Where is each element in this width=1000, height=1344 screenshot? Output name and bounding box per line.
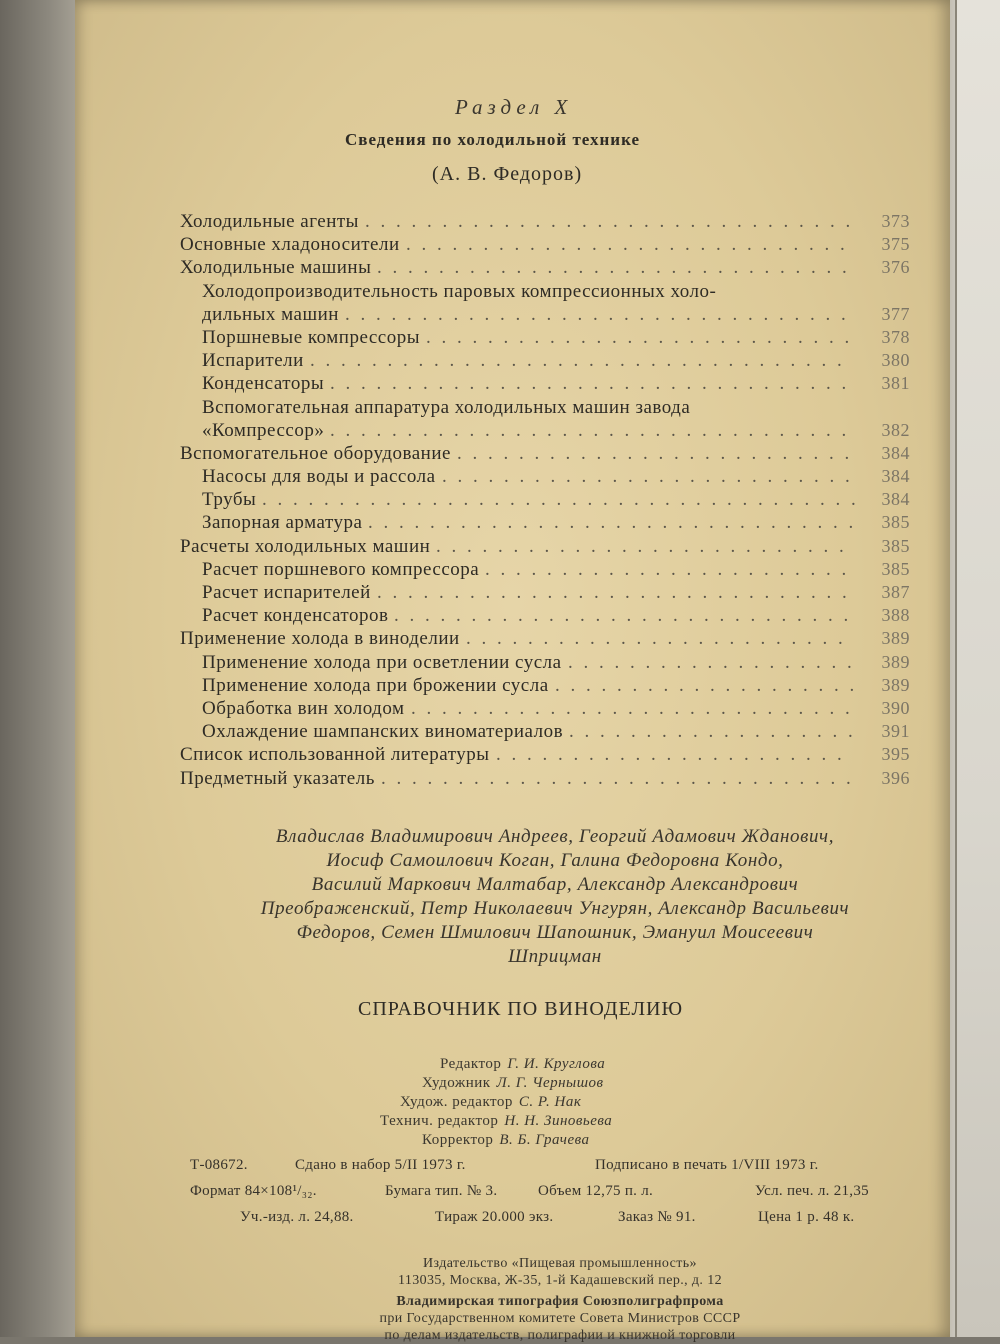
toc-leader-dots: . . . . . . . . . . . . . . . . . . . . . . . . . . . . . . <box>394 605 852 627</box>
toc-leader-dots: . . . . . . . . . . . . . . . . . . . . . . . . . . . . . . . . . <box>345 303 849 325</box>
toc-entry-page: 384 <box>881 489 910 510</box>
toc-entry-title: Испарители <box>202 350 304 372</box>
printer-name: Владимирская типография Союзполиграфпрома <box>396 1294 724 1309</box>
toc-entry <box>180 697 930 720</box>
toc-entry-title: Трубы <box>202 489 257 511</box>
toc-entry <box>180 627 930 650</box>
toc-entry-title: Предметный указатель <box>180 767 375 789</box>
imprint-code: Т-08672. <box>190 1157 248 1173</box>
toc-entry-title: Охлаждение шампанских виноматериалов <box>202 721 564 743</box>
toc-leader-dots: . . . . . . . . . . . . . . . . . . . . . . . . . <box>466 628 846 650</box>
toc-leader-dots: . . . . . . . . . . . . . . . . . . . . . . . . . . . . . . . . . . <box>330 419 850 441</box>
book-title: СПРАВОЧНИК ПО ВИНОДЕЛИЮ <box>358 998 684 1020</box>
toc-entry <box>180 442 930 465</box>
toc-entry-title: Насосы для воды и рассола <box>202 466 436 488</box>
toc-entry-page: 389 <box>881 674 910 695</box>
imprint-order: Заказ № 91. <box>618 1209 696 1225</box>
printer-committee: при Государственном комитете Совета Министров СССР <box>379 1311 741 1326</box>
toc-entry <box>180 720 930 743</box>
toc-leader-dots: . . . . . . . . . . . . . . . . . . . . . . . . . . . . . . . . <box>368 512 857 534</box>
imprint-publisher-sheets: Уч.-изд. л. 24,88. <box>240 1209 354 1225</box>
toc-entry-title: Холодопроизводительность паровых компрессионных холо- <box>202 280 717 302</box>
toc-entry-page: 389 <box>881 628 910 649</box>
author-line: Василий Маркович Малтабар, Александр Александрович <box>311 874 799 895</box>
toc-entry-title: Вспомогательное оборудование <box>180 442 451 464</box>
toc-entry <box>180 743 930 766</box>
toc-entry <box>180 372 930 395</box>
toc-entry-page: 384 <box>881 466 910 487</box>
toc-entry <box>180 419 930 442</box>
table-of-contents <box>180 210 930 790</box>
toc-leader-dots: . . . . . . . . . . . . . . . . . . . . . . . . . . . . . . . <box>377 582 850 603</box>
toc-entry-page: 385 <box>881 535 910 556</box>
imprint <box>190 1153 920 1231</box>
toc-leader-dots: . . . . . . . . . . . . . . . . . . . <box>569 721 856 743</box>
background-left <box>0 0 80 1337</box>
toc-leader-dots: . . . . . . . . . . . . . . . . . . . . . . . <box>496 744 845 766</box>
author-line: Иосиф Самоилович Коган, Галина Федоровна Кондо, <box>326 850 784 871</box>
credit-line <box>400 1093 612 1112</box>
toc-leader-dots: . . . . . . . . . . . . . . . . . . . . . . . . . . . . . . . <box>381 767 854 789</box>
toc-entry <box>180 465 930 488</box>
toc-entry <box>180 651 930 674</box>
toc-entry-page: 396 <box>881 767 910 788</box>
toc-entry-page: 380 <box>881 350 910 371</box>
toc-entry <box>180 280 930 303</box>
toc-entry-page: 388 <box>881 605 910 626</box>
imprint-row <box>190 1205 920 1231</box>
toc-entry-page: 375 <box>881 234 910 255</box>
toc-leader-dots: . . . . . . . . . . . . . . . . . . . . . . . . . . . . . . . <box>377 257 850 279</box>
toc-entry-page: 376 <box>881 257 910 278</box>
toc-entry-title: Холодильные машины <box>180 257 372 279</box>
toc-entry-title: Холодильные агенты <box>180 211 359 232</box>
toc-entry-page: 378 <box>881 326 910 347</box>
toc-entry-title: Расчет поршневого компрессора <box>202 558 480 580</box>
toc-entry <box>180 558 930 581</box>
imprint-submitted: Сдано в набор 5/II 1973 г. <box>295 1157 466 1173</box>
toc-leader-dots: . . . . . . . . . . . . . . . . . . . . <box>555 674 858 696</box>
credit-name: Г. И. Круглова <box>507 1056 606 1072</box>
toc-entry-title: дильных машин <box>202 303 339 325</box>
toc-entry <box>180 233 930 256</box>
toc-leader-dots: . . . . . . . . . . . . . . . . . . . <box>568 651 855 673</box>
credit-line <box>422 1074 612 1093</box>
imprint-print-sheets: Усл. печ. л. 21,35 <box>755 1183 869 1199</box>
credit-line <box>380 1112 612 1131</box>
author-line: Преображенский, Петр Николаевич Унгурян, Александр Васильевич <box>260 898 850 919</box>
section-label: Раздел X <box>455 95 573 119</box>
toc-entry-title: Вспомогательная аппаратура холодильных машин завода <box>202 396 691 418</box>
toc-entry-title: «Компрессор» <box>202 419 325 441</box>
credit-role: Художник <box>422 1075 491 1091</box>
author-line: Владислав Владимирович Андреев, Георгий Адамович Жданович, <box>275 826 835 847</box>
publisher-name: Издательство «Пищевая промышленность» <box>423 1256 697 1271</box>
toc-entry <box>180 210 930 233</box>
toc-entry <box>180 535 930 558</box>
authors-list <box>190 825 920 969</box>
publisher-address: 113035, Москва, Ж-35, 1-й Кадашевский пер., д. 12 <box>397 1273 723 1288</box>
toc-leader-dots: . . . . . . . . . . . . . . . . . . . . . . . . . . <box>457 442 853 464</box>
toc-entry <box>180 326 930 349</box>
toc-entry-page: 384 <box>881 442 910 463</box>
toc-entry-page: 377 <box>881 303 910 324</box>
toc-leader-dots: . . . . . . . . . . . . . . . . . . . . . . . . . . . <box>436 535 847 557</box>
credit-name: С. Р. Нак <box>518 1094 582 1110</box>
toc-entry-page: 381 <box>881 373 910 394</box>
credit-role: Худож. редактор <box>400 1094 513 1110</box>
toc-leader-dots: . . . . . . . . . . . . . . . . . . . . . . . . . . . . . <box>406 234 848 256</box>
book-cover-edge <box>955 0 1000 1337</box>
credit-name: Л. Г. Чернышов <box>496 1075 604 1091</box>
toc-entry-title: Список использованной литературы <box>180 744 490 766</box>
section-author: (А. В. Федоров) <box>432 163 583 185</box>
imprint-volume: Объем 12,75 п. л. <box>538 1183 654 1199</box>
toc-entry-page: 382 <box>881 419 910 440</box>
toc-entry-page: 387 <box>881 582 910 602</box>
author-line: Федоров, Семен Шмилович Шапошник, Эмануил Моисеевич <box>296 922 814 943</box>
toc-entry <box>180 349 930 372</box>
toc-entry-title: Запорная арматура <box>202 512 363 534</box>
imprint-signed: Подписано в печать 1/VIII 1973 г. <box>595 1157 819 1173</box>
toc-entry-title: Применение холода в виноделии <box>180 628 460 650</box>
toc-entry-page: 385 <box>881 558 910 579</box>
section-title: Сведения по холодильной технике <box>345 130 641 149</box>
toc-entry <box>180 674 930 697</box>
toc-leader-dots: . . . . . . . . . . . . . . . . . . . . . . . . . . . . . <box>411 697 853 719</box>
toc-entry <box>180 604 930 627</box>
publisher-info <box>300 1255 820 1344</box>
toc-entry-title: Поршневые компрессоры <box>202 326 421 348</box>
toc-leader-dots: . . . . . . . . . . . . . . . . . . . . . . . . . . . <box>442 466 853 488</box>
toc-entry-title: Расчеты холодильных машин <box>180 535 431 557</box>
imprint-row <box>190 1179 920 1205</box>
credit-line <box>440 1055 612 1074</box>
toc-entry <box>180 767 930 790</box>
imprint-paper: Бумага тип. № 3. <box>385 1183 498 1199</box>
toc-entry-title: Применение холода при брожении сусла <box>202 674 549 696</box>
credit-role: Корректор <box>422 1132 494 1148</box>
credit-name: Н. Н. Зиновьева <box>504 1113 613 1129</box>
toc-leader-dots: . . . . . . . . . . . . . . . . . . . . . . . . . . . . . . . . . . . . . . . <box>262 489 859 511</box>
toc-leader-dots: . . . . . . . . . . . . . . . . . . . . . . . . . . . . <box>426 326 853 348</box>
toc-leader-dots: . . . . . . . . . . . . . . . . . . . . . . . . . . . . . . . . . . <box>330 373 850 395</box>
credit-role: Технич. редактор <box>380 1113 499 1129</box>
toc-entry-page: 373 <box>881 211 910 231</box>
toc-entry-title: Конденсаторы <box>202 373 325 395</box>
author-line: Шприцман <box>508 946 602 967</box>
imprint-print-run: Тираж 20.000 экз. <box>435 1209 554 1225</box>
toc-entry <box>180 396 930 419</box>
imprint-format: Формат 84×108¹/₃₂. <box>190 1183 317 1199</box>
credit-role: Редактор <box>440 1056 502 1072</box>
toc-leader-dots: . . . . . . . . . . . . . . . . . . . . . . . . . . . . . . . . <box>365 211 854 232</box>
toc-entry <box>180 303 930 326</box>
imprint-row <box>190 1153 920 1179</box>
toc-entry-page: 395 <box>881 744 910 765</box>
toc-entry <box>180 511 930 534</box>
toc-entry-title: Обработка вин холодом <box>202 697 405 719</box>
toc-entry-title: Расчет испарителей <box>202 582 371 603</box>
credit-line <box>422 1131 612 1150</box>
toc-entry <box>180 581 930 604</box>
toc-entry-page: 389 <box>881 651 910 672</box>
imprint-price: Цена 1 р. 48 к. <box>758 1209 855 1225</box>
toc-entry-page: 391 <box>881 721 910 742</box>
toc-entry-page: 385 <box>881 512 910 533</box>
credit-name: В. Б. Грачева <box>499 1132 590 1148</box>
toc-entry-page: 390 <box>881 697 910 718</box>
printer-committee-cont: по делам издательств, полиграфии и книжной торговли <box>384 1328 736 1343</box>
toc-entry-title: Расчет конденсаторов <box>202 605 389 627</box>
toc-entry-title: Применение холода при осветлении сусла <box>202 651 562 673</box>
toc-leader-dots: . . . . . . . . . . . . . . . . . . . . . . . . . . . . . . . . . . . <box>310 350 845 372</box>
credits-list <box>380 1055 612 1150</box>
toc-entry <box>180 488 930 511</box>
toc-entry-title: Основные хладоносители <box>180 234 400 256</box>
toc-entry <box>180 256 930 279</box>
toc-leader-dots: . . . . . . . . . . . . . . . . . . . . . . . . <box>485 558 850 580</box>
